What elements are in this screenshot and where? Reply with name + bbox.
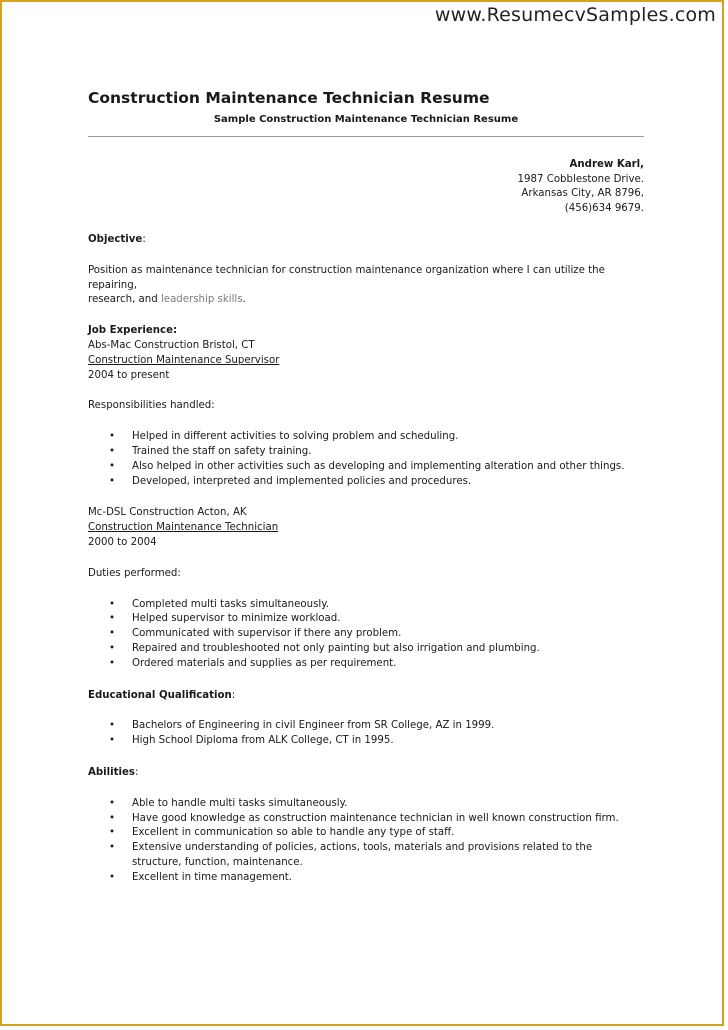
list-item: • Excellent in time management. (88, 871, 644, 886)
resume-body (88, 88, 644, 885)
responsibilities-label: Responsibilities handled: (88, 400, 215, 412)
objective-text: Position as maintenance technician for construction maintenance organization where I can utilize the repairing, research, and leadership skills. (88, 264, 605, 306)
page-title: Construction Maintenance Technician Resume (88, 89, 490, 107)
contact-street: 1987 Cobblestone Drive. (517, 173, 644, 185)
list-item: • Also helped in other activities such as developing and implementing alteration and other things. (88, 460, 644, 475)
duties-list (88, 598, 644, 672)
contact-city: Arkansas City, AR 8796, (521, 188, 644, 200)
responsibilities-list (88, 430, 644, 489)
header-divider (88, 136, 644, 137)
list-item: • Extensive understanding of policies, actions, tools, materials and provisions related to the structure, function, maintenance. (88, 841, 644, 871)
page-subtitle: Sample Construction Maintenance Technician Resume (213, 114, 519, 125)
list-item: • Trained the staff on safety training. (88, 445, 644, 460)
list-item: • Excellent in communication so able to handle any type of staff. (88, 826, 644, 841)
contact-phone: (456)634 9679. (564, 203, 644, 215)
abilities-heading: Abilities: (88, 766, 139, 778)
contact-block (88, 158, 644, 217)
list-item: • Helped in different activities to solving problem and scheduling. (88, 430, 644, 445)
site-watermark: www.ResumecvSamples.com (434, 4, 716, 26)
list-item: • Developed, interpreted and implemented policies and procedures. (88, 475, 644, 490)
education-list (88, 719, 644, 749)
contact-name: Andrew Karl, (569, 158, 644, 170)
job-company: Mc-DSL Construction Acton, AK (88, 507, 247, 519)
list-item: • Able to handle multi tasks simultaneously. (88, 797, 644, 812)
job-period: 2004 to present (88, 369, 170, 381)
duties-label: Duties performed: (88, 567, 181, 579)
list-item: • High School Diploma from ALK College, CT in 1995. (88, 734, 644, 749)
list-item: • Have good knowledge as construction maintenance technician in well known construction firm. (88, 812, 644, 827)
job-role: Construction Maintenance Supervisor (88, 354, 280, 366)
experience-heading: Job Experience: (88, 325, 178, 337)
list-item: • Bachelors of Engineering in civil Engineer from SR College, AZ in 1999. (88, 719, 644, 734)
job-role: Construction Maintenance Technician (88, 522, 279, 534)
abilities-list (88, 797, 644, 886)
objective-heading: Objective: (88, 233, 146, 245)
list-item: • Ordered materials and supplies as per requirement. (88, 657, 644, 672)
education-heading: Educational Qualification: (88, 689, 236, 701)
list-item: • Communicated with supervisor if there any problem. (88, 627, 644, 642)
list-item: • Repaired and troubleshooted not only painting but also irrigation and plumbing. (88, 642, 644, 657)
leadership-skills-link[interactable]: leadership skills (160, 294, 243, 306)
list-item: • Helped supervisor to minimize workload. (88, 612, 644, 627)
list-item: • Completed multi tasks simultaneously. (88, 598, 644, 613)
job-period: 2000 to 2004 (88, 536, 157, 548)
job-company: Abs-Mac Construction Bristol, CT (88, 339, 255, 351)
